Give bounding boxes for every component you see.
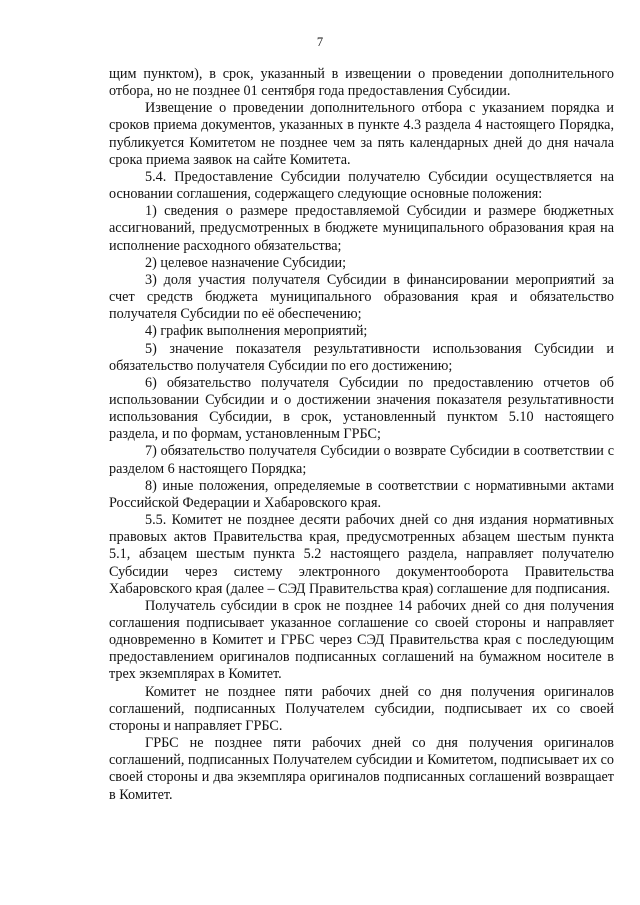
paragraph: 5.4. Предоставление Субсидии получателю Субсидии осуществляется на основании соглашения, содержащего следующие основные положения: bbox=[109, 168, 614, 203]
list-item: 5) значение показателя результативности использования Субсидии и обязательство получателя Субсидии по его достижению; bbox=[109, 340, 614, 374]
document-body bbox=[109, 66, 614, 804]
paragraph: Комитет не позднее пяти рабочих дней со дня получения оригиналов соглашений, подписанных Получателем субсидии, подписывает их со своей стороны и направляет ГРБС. bbox=[109, 683, 614, 734]
list-item: 6) обязательство получателя Субсидии по предоставлению отчетов об использовании Субсидии и о достижении значения показателя результативности использования Субсидии, в срок, установленный пунктом 5.10 настоящего раздела, и по формам, установленным ГРБС; bbox=[109, 374, 614, 443]
paragraph: ГРБС не позднее пяти рабочих дней со дня получения оригиналов соглашений, подписанных Получателем субсидии и Комитетом, подписывает их со своей стороны и два экземпляра оригиналов подписанных соглашений возвращает в Комитет. bbox=[109, 735, 614, 803]
list-item: 1) сведения о размере предоставляемой Субсидии и размере бюджетных ассигнований, предусмотренных в бюджете муниципального образования края на исполнение расходного обязательства; bbox=[109, 203, 614, 254]
paragraph: щим пунктом), в срок, указанный в извещении о проведении дополнительного отбора, но не позднее 01 сентября года предоставления Субсидии. bbox=[109, 66, 614, 100]
paragraph: Получатель субсидии в срок не позднее 14 рабочих дней со дня получения соглашения подписывает указанное соглашение со своей стороны и направляет одновременно в Комитет и ГРБС через СЭД Правительства края с последующим предоставлением оригиналов подписанных соглашений на бумажном носителе в трех экземплярах в Комитет. bbox=[109, 597, 614, 683]
paragraph: Извещение о проведении дополнительного отбора с указанием порядка и сроков приема документов, указанных в пункте 4.3 раздела 4 настоящего Порядка, публикуется Комитетом не позднее чем за пять календарных дней до дня начала срока приема заявок на сайте Комитета. bbox=[109, 100, 614, 168]
page-number: 7 bbox=[316, 35, 324, 49]
list-item: 2) целевое назначение Субсидии; bbox=[145, 254, 347, 271]
list-item: 3) доля участия получателя Субсидии в финансировании мероприятий за счет средств бюджета муниципального образования края и обязательство получателя Субсидии по её обеспечению; bbox=[109, 271, 614, 323]
paragraph: 5.5. Комитет не позднее десяти рабочих дней со дня издания нормативных правовых актов Правительства края, предусмотренных абзацем шестым пункта 5.1, абзацем шестым пункта 5.2 настоящего раздела, направляет получателю Субсидии через систему электронного документооборота Правительства Хабаровского края (далее – СЭД Правительства края) соглашение для подписания. bbox=[109, 512, 614, 597]
list-item: 7) обязательство получателя Субсидии о возврате Субсидии в соответствии с разделом 6 настоящего Порядка; bbox=[109, 443, 614, 477]
list-item: 8) иные положения, определяемые в соответствии с нормативными актами Российской Федерации и Хабаровского края. bbox=[109, 477, 614, 511]
list-item: 4) график выполнения мероприятий; bbox=[145, 323, 368, 340]
